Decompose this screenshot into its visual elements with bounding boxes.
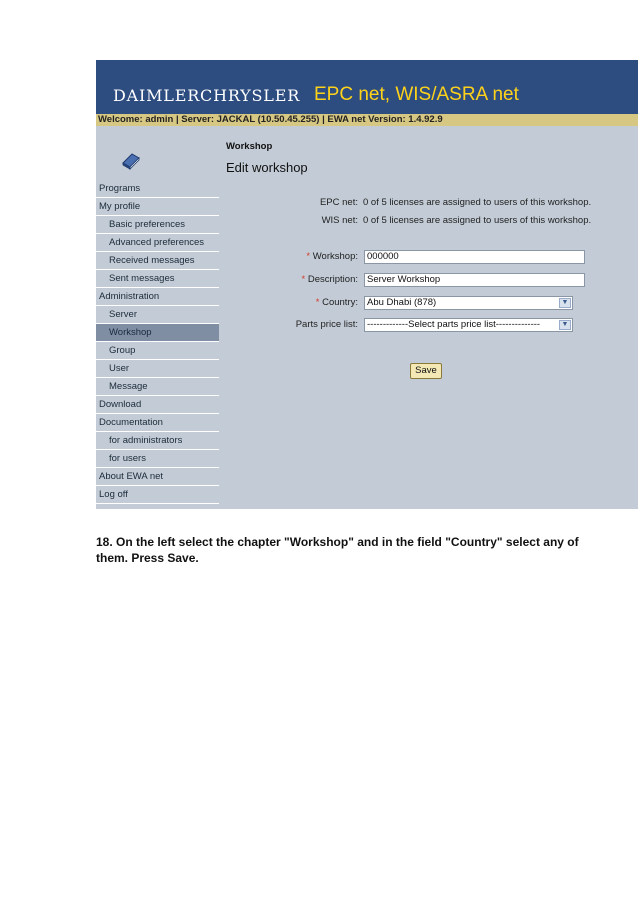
wis-net-value: 0 of 5 licenses are assigned to users of this workshop. [363, 215, 592, 226]
description-input[interactable]: Server Workshop [364, 273, 585, 287]
description-label-text: Description: [307, 274, 358, 285]
sidebar-item-group[interactable]: Group [96, 342, 219, 360]
sidebar-item-for-users[interactable]: for users [96, 450, 219, 468]
country-label-text: Country: [322, 297, 358, 308]
sidebar-item-sent-messages[interactable]: Sent messages [96, 270, 219, 288]
country-select[interactable] [364, 296, 573, 310]
required-mark: * [306, 251, 311, 262]
sidebar-item-about[interactable]: About EWA net [96, 468, 219, 486]
main-content [219, 126, 638, 509]
country-select-value: Abu Dhabi (878) [367, 297, 437, 308]
sidebar-item-documentation[interactable]: Documentation [96, 414, 219, 432]
epc-net-value: 0 of 5 licenses are assigned to users of this workshop. [363, 197, 592, 208]
instruction-caption: 18. On the left select the chapter "Workshop" and in the field "Country" select any of them. Press Save. [96, 535, 579, 565]
parts-price-list-value: -------------Select parts price list-------------- [367, 319, 541, 330]
workshop-field-label [259, 251, 358, 262]
sidebar-item-download[interactable]: Download [96, 396, 219, 414]
brand-logo: DAIMLERCHRYSLER [113, 86, 301, 105]
chevron-down-icon[interactable]: ▼ [559, 298, 571, 308]
sidebar-item-programs[interactable]: Programs [96, 180, 219, 198]
required-mark: * [301, 274, 306, 285]
book-icon [120, 150, 142, 170]
sidebar-item-user[interactable]: User [96, 360, 219, 378]
workshop-input[interactable]: 000000 [364, 250, 585, 264]
sidebar-item-server[interactable]: Server [96, 306, 219, 324]
sidebar-item-basic-preferences[interactable]: Basic preferences [96, 216, 219, 234]
sidebar-item-message[interactable]: Message [96, 378, 219, 396]
sidebar-nav [96, 180, 219, 504]
description-field-label [259, 274, 358, 285]
sidebar [96, 126, 219, 509]
welcome-bar: Welcome: admin | Server: JACKAL (10.50.45.255) | EWA net Version: 1.4.92.9 [96, 114, 638, 126]
parts-price-list-select[interactable] [364, 318, 573, 332]
country-field-label [259, 297, 358, 308]
banner [96, 60, 638, 114]
workshop-label-text: Workshop: [312, 251, 358, 262]
sidebar-item-workshop[interactable]: Workshop [96, 324, 219, 342]
sidebar-item-my-profile[interactable]: My profile [96, 198, 219, 216]
sidebar-item-for-administrators[interactable]: for administrators [96, 432, 219, 450]
sidebar-item-log-off[interactable]: Log off [96, 486, 219, 504]
required-mark: * [315, 297, 320, 308]
product-title: EPC net, WIS/ASRA net [314, 84, 519, 105]
screenshot [96, 60, 638, 509]
epc-net-label: EPC net: [319, 197, 358, 208]
save-button[interactable]: Save [410, 363, 442, 379]
wis-net-label: WIS net: [321, 215, 358, 226]
sidebar-item-received-messages[interactable]: Received messages [96, 252, 219, 270]
breadcrumb: Workshop [226, 141, 273, 152]
page-title: Edit workshop [226, 160, 308, 175]
chevron-down-icon[interactable]: ▼ [559, 320, 571, 330]
parts-price-list-label: Parts price list: [295, 319, 358, 330]
sidebar-item-administration[interactable]: Administration [96, 288, 219, 306]
sidebar-item-advanced-preferences[interactable]: Advanced preferences [96, 234, 219, 252]
